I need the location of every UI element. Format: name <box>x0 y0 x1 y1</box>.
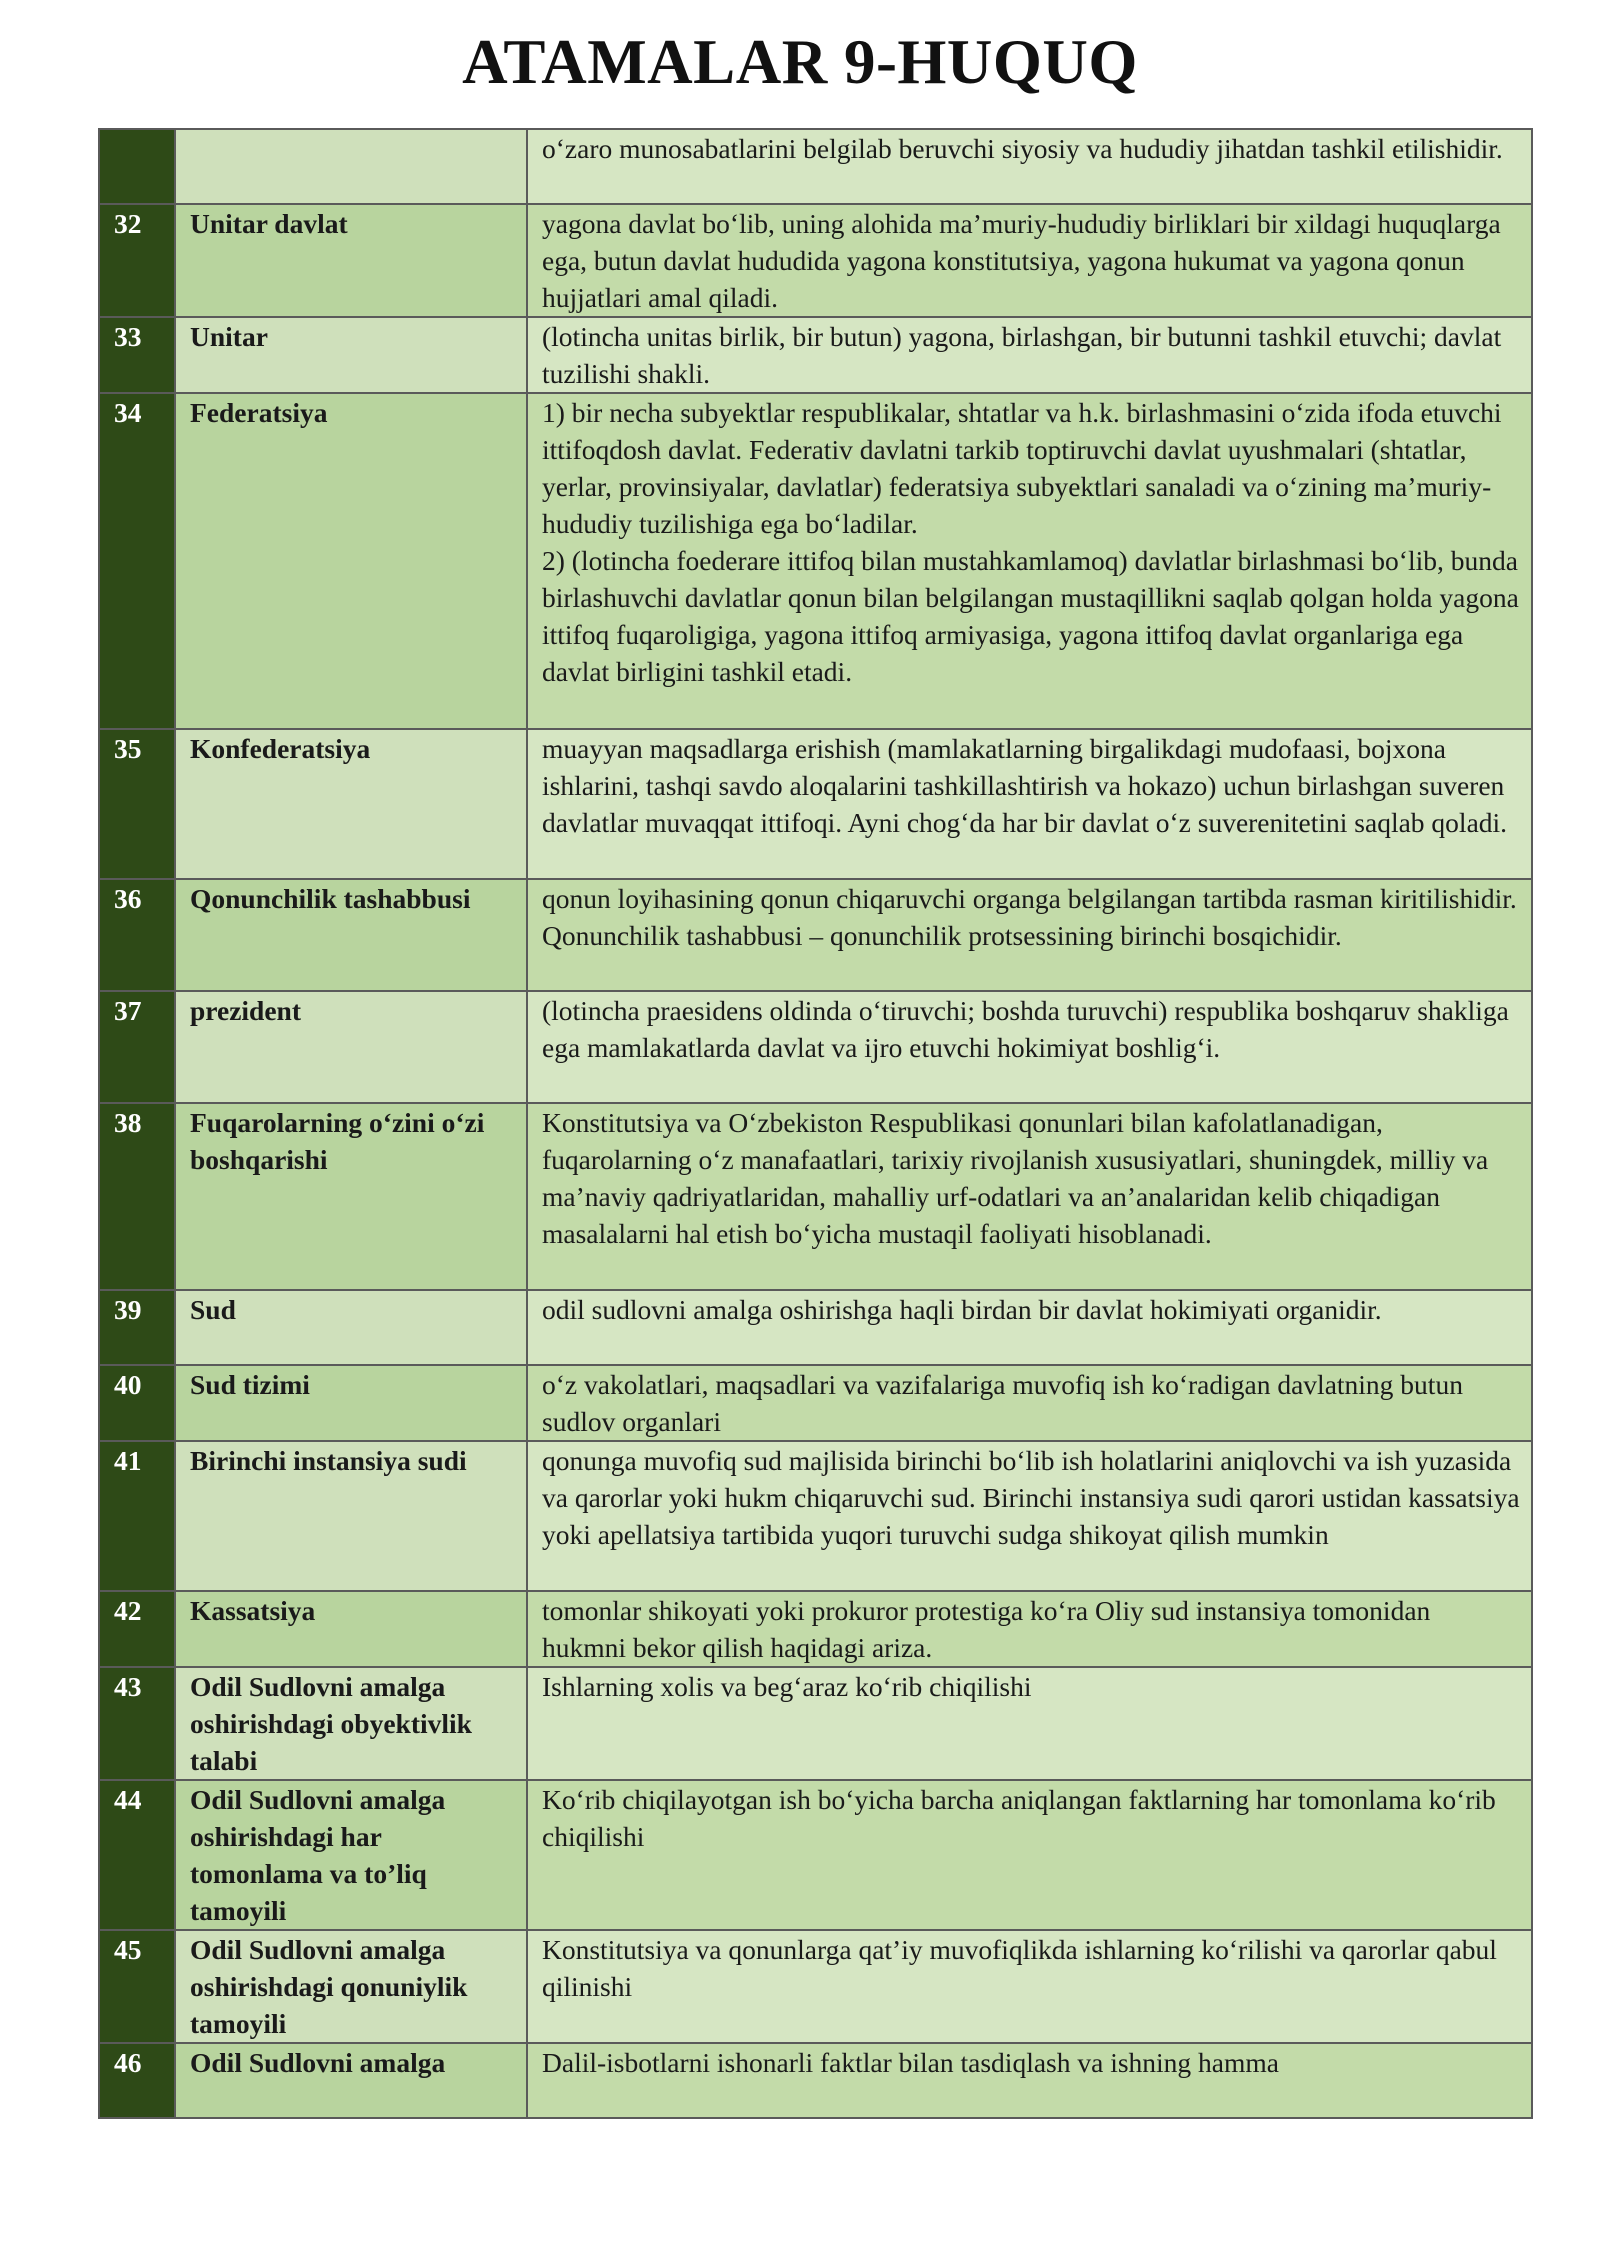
row-definition: (lotincha unitas birlik, bir butun) yagona, birlashgan, bir butunni tashkil etuvchi; davlat tuzilishi shakli. <box>527 317 1532 393</box>
table-row <box>99 1667 1532 1780</box>
row-number: 34 <box>99 393 175 729</box>
row-term: Odil Sudlovni amalga oshirishdagi obyektivlik talabi <box>175 1667 527 1780</box>
table-row <box>99 1365 1532 1441</box>
row-definition: muayyan maqsadlarga erishish (mamlakatlarning birgalikdagi mudofaasi, bojxona ishlarini, tashqi savdo aloqalarini tashkillashtirish va hokazo) uchun birlashgan suveren davlatlar muvaqqat ittifoqi. Ayni chog‘da har bir davlat o‘z suverenitetini saqlab qoladi. <box>527 729 1532 879</box>
row-term: Fuqarolarning o‘zini o‘zi boshqarishi <box>175 1103 527 1290</box>
page-title: ATAMALAR 9-HUQUQ <box>462 27 1138 97</box>
row-definition <box>527 393 1532 729</box>
table-row <box>99 991 1532 1103</box>
row-term: Sud <box>175 1290 527 1365</box>
row-term: Odil Sudlovni amalga oshirishdagi qonuniylik tamoyili <box>175 1930 527 2043</box>
row-term: Odil Sudlovni amalga <box>175 2043 527 2118</box>
row-definition: Ishlarning xolis va beg‘araz ko‘rib chiqilishi <box>527 1667 1532 1780</box>
row-definition: Ko‘rib chiqilayotgan ish bo‘yicha barcha aniqlangan faktlarning har tomonlama ko‘rib chiqilishi <box>527 1780 1532 1930</box>
row-term <box>175 129 527 204</box>
row-term: Kassatsiya <box>175 1591 527 1667</box>
table-row <box>99 2043 1532 2118</box>
row-number: 39 <box>99 1290 175 1365</box>
row-definition: yagona davlat bo‘lib, uning alohida ma’muriy-hududiy birliklari bir xildagi huquqlarga ega, butun davlat hududida yagona konstitutsiya, yagona hukumat va yagona qonun hujjatlari amal qiladi. <box>527 204 1532 317</box>
row-definition: Dalil-isbotlarni ishonarli faktlar bilan tasdiqlash va ishning hamma <box>527 2043 1532 2118</box>
row-term: Federatsiya <box>175 393 527 729</box>
row-definition: o‘zaro munosabatlarini belgilab beruvchi siyosiy va hududiy jihatdan tashkil etilishidir. <box>527 129 1532 204</box>
table-row <box>99 729 1532 879</box>
row-definition: odil sudlovni amalga oshirishga haqli birdan bir davlat hokimiyati organidir. <box>527 1290 1532 1365</box>
table-row <box>99 1930 1532 2043</box>
table-row <box>99 1103 1532 1290</box>
terms-table <box>98 128 1533 2119</box>
row-number: 36 <box>99 879 175 991</box>
table-row <box>99 1780 1532 1930</box>
row-number: 46 <box>99 2043 175 2118</box>
row-definition: (lotincha praesidens oldinda o‘tiruvchi; boshda turuvchi) respublika boshqaruv shakliga ega mamlakatlarda davlat va ijro etuvchi hokimiyat boshlig‘i. <box>527 991 1532 1103</box>
definition-part-2: 2) (lotincha foederare ittifoq bilan mustahkamlamoq) davlatlar birlashmasi bo‘lib, bunda birlashuvchi davlatlar qonun bilan belgilangan mustaqillikni saqlab qolgan holda yagona ittifoq fuqaroligiga, yagona ittifoq armiyasiga, yagona ittifoq davlat organlariga ega davlat birligini tashkil etadi. <box>542 545 1519 687</box>
row-term: Sud tizimi <box>175 1365 527 1441</box>
table-row <box>99 129 1532 204</box>
row-number <box>99 129 175 204</box>
row-number: 44 <box>99 1780 175 1930</box>
row-number: 41 <box>99 1441 175 1591</box>
row-term: Unitar davlat <box>175 204 527 317</box>
row-number: 32 <box>99 204 175 317</box>
table-row <box>99 317 1532 393</box>
row-term: Konfederatsiya <box>175 729 527 879</box>
table-row <box>99 1441 1532 1591</box>
row-definition: qonun loyihasining qonun chiqaruvchi organga belgilangan tartibda rasman kiritilishidir. Qonunchilik tashabbusi – qonunchilik protsessining birinchi bosqichidir. <box>527 879 1532 991</box>
table-row <box>99 1290 1532 1365</box>
row-definition: qonunga muvofiq sud majlisida birinchi bo‘lib ish holatlarini aniqlovchi va ish yuzasida va qarorlar yoki hukm chiqaruvchi sud. Birinchi instansiya sudi qarori ustidan kassatsiya yoki apellatsiya tartibida yuqori turuvchi sudga shikoyat qilish mumkin <box>527 1441 1532 1591</box>
table-row <box>99 204 1532 317</box>
row-term: prezident <box>175 991 527 1103</box>
row-number: 43 <box>99 1667 175 1780</box>
row-term: Birinchi instansiya sudi <box>175 1441 527 1591</box>
row-number: 42 <box>99 1591 175 1667</box>
row-number: 45 <box>99 1930 175 2043</box>
table-row <box>99 879 1532 991</box>
row-definition: tomonlar shikoyati yoki prokuror protestiga ko‘ra Oliy sud instansiya tomonidan hukmni bekor qilish haqidagi ariza. <box>527 1591 1532 1667</box>
row-definition: Konstitutsiya va O‘zbekiston Respublikasi qonunlari bilan kafolatlanadigan, fuqarolarning o‘z manafaatlari, tarixiy rivojlanish xususiyatlari, shuningdek, milliy va ma’naviy qadriyatlaridan, mahalliy urf-odatlari va an’analaridan kelib chiqadigan masalalarni hal etish bo‘yicha mustaqil faoliyati hisoblanadi. <box>527 1103 1532 1290</box>
row-term: Qonunchilik tashabbusi <box>175 879 527 991</box>
table-row <box>99 1591 1532 1667</box>
definition-part-1: 1) bir necha subyektlar respublikalar, shtatlar va h.k. birlashmasini o‘zida ifoda etuvchi ittifoqdosh davlat. Federativ davlatni tarkib toptiruvchi davlat uyushmalari (shtatlar, yerlar, provinsiyalar, davlatlar) federatsiya subyektlari sanaladi va o‘zining ma’muriy-hududiy tuzilishiga ega bo‘ladilar. <box>542 397 1502 539</box>
row-number: 40 <box>99 1365 175 1441</box>
row-number: 33 <box>99 317 175 393</box>
row-term: Unitar <box>175 317 527 393</box>
row-number: 37 <box>99 991 175 1103</box>
table-row <box>99 393 1532 729</box>
row-number: 38 <box>99 1103 175 1290</box>
row-definition: Konstitutsiya va qonunlarga qat’iy muvofiqlikda ishlarning ko‘rilishi va qarorlar qabul qilinishi <box>527 1930 1532 2043</box>
row-number: 35 <box>99 729 175 879</box>
row-term: Odil Sudlovni amalga oshirishdagi har tomonlama va to’liq tamoyili <box>175 1780 527 1930</box>
row-definition: o‘z vakolatlari, maqsadlari va vazifalariga muvofiq ish ko‘radigan davlatning butun sudlov organlari <box>527 1365 1532 1441</box>
